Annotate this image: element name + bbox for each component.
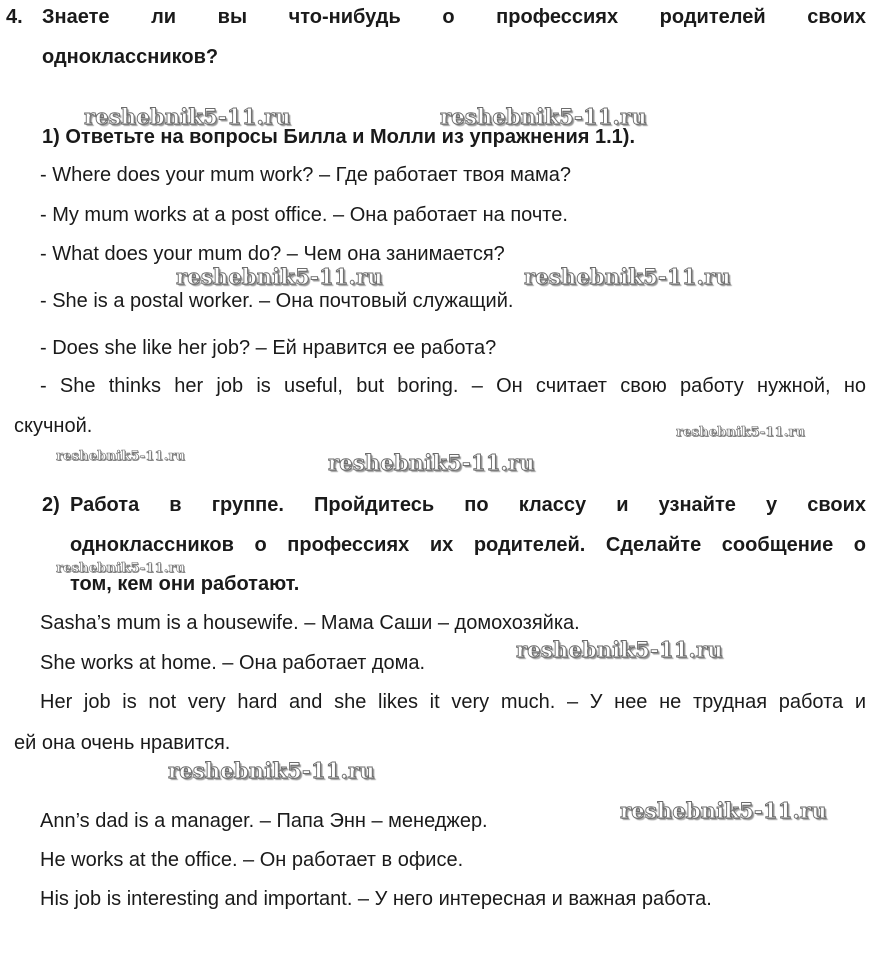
- dialog-line: - Where does your mum work? – Где работает твоя мама?: [40, 164, 572, 186]
- watermark: reshebnik5-11.ru: [676, 425, 806, 440]
- part2-number: 2): [42, 494, 60, 516]
- watermark: reshebnik5-11.ru: [56, 449, 186, 464]
- dialog-line: - Does she like her job? – Ей нравится ее работа?: [40, 337, 497, 359]
- part2-heading-line2: одноклассников о профессиях их родителей. Сделайте сообщение о: [70, 534, 866, 556]
- dialog-line: скучной.: [14, 415, 93, 437]
- task-question-line2: одноклассников?: [42, 46, 219, 68]
- dialog-line: - She is a postal worker. – Она почтовый служащий.: [40, 290, 514, 312]
- part2-heading-line1: Работа в группе. Пройдитесь по классу и узнайте у своих: [70, 494, 866, 516]
- report-line: Her job is not very hard and she likes it very much. – У нее не трудная работа и: [40, 691, 866, 713]
- report-line: She works at home. – Она работает дома.: [40, 652, 426, 674]
- report-line: Sasha’s mum is a housewife. – Мама Саши – домохозяйка.: [40, 612, 580, 634]
- part2-heading-line3: том, кем они работают.: [70, 573, 300, 595]
- watermark: reshebnik5-11.ru: [84, 104, 291, 129]
- report-line: ей она очень нравится.: [14, 732, 231, 754]
- dialog-line: - My mum works at a post office. – Она работает на почте.: [40, 204, 568, 226]
- dialog-line: - What does your mum do? – Чем она занимается?: [40, 243, 505, 265]
- report-line: Ann’s dad is a manager. – Папа Энн – менеджер.: [40, 810, 488, 832]
- watermark: reshebnik5-11.ru: [620, 798, 827, 823]
- report-line: He works at the office. – Он работает в офисе.: [40, 849, 464, 871]
- watermark: reshebnik5-11.ru: [328, 450, 535, 475]
- watermark: reshebnik5-11.ru: [524, 264, 731, 289]
- dialog-line: - She thinks her job is useful, but boring. – Он считает свою работу нужной, но: [40, 375, 866, 397]
- task-number: 4.: [6, 6, 23, 28]
- task-question-line1: Знаете ли вы что-нибудь о профессиях родителей своих: [42, 6, 866, 28]
- report-line: His job is interesting and important. – У него интересная и важная работа.: [40, 888, 712, 910]
- watermark: reshebnik5-11.ru: [56, 561, 186, 576]
- watermark: reshebnik5-11.ru: [440, 104, 647, 129]
- part1-heading: 1) Ответьте на вопросы Билла и Молли из упражнения 1.1).: [42, 126, 635, 148]
- watermark: reshebnik5-11.ru: [516, 637, 723, 662]
- watermark: reshebnik5-11.ru: [176, 264, 383, 289]
- watermark: reshebnik5-11.ru: [168, 758, 375, 783]
